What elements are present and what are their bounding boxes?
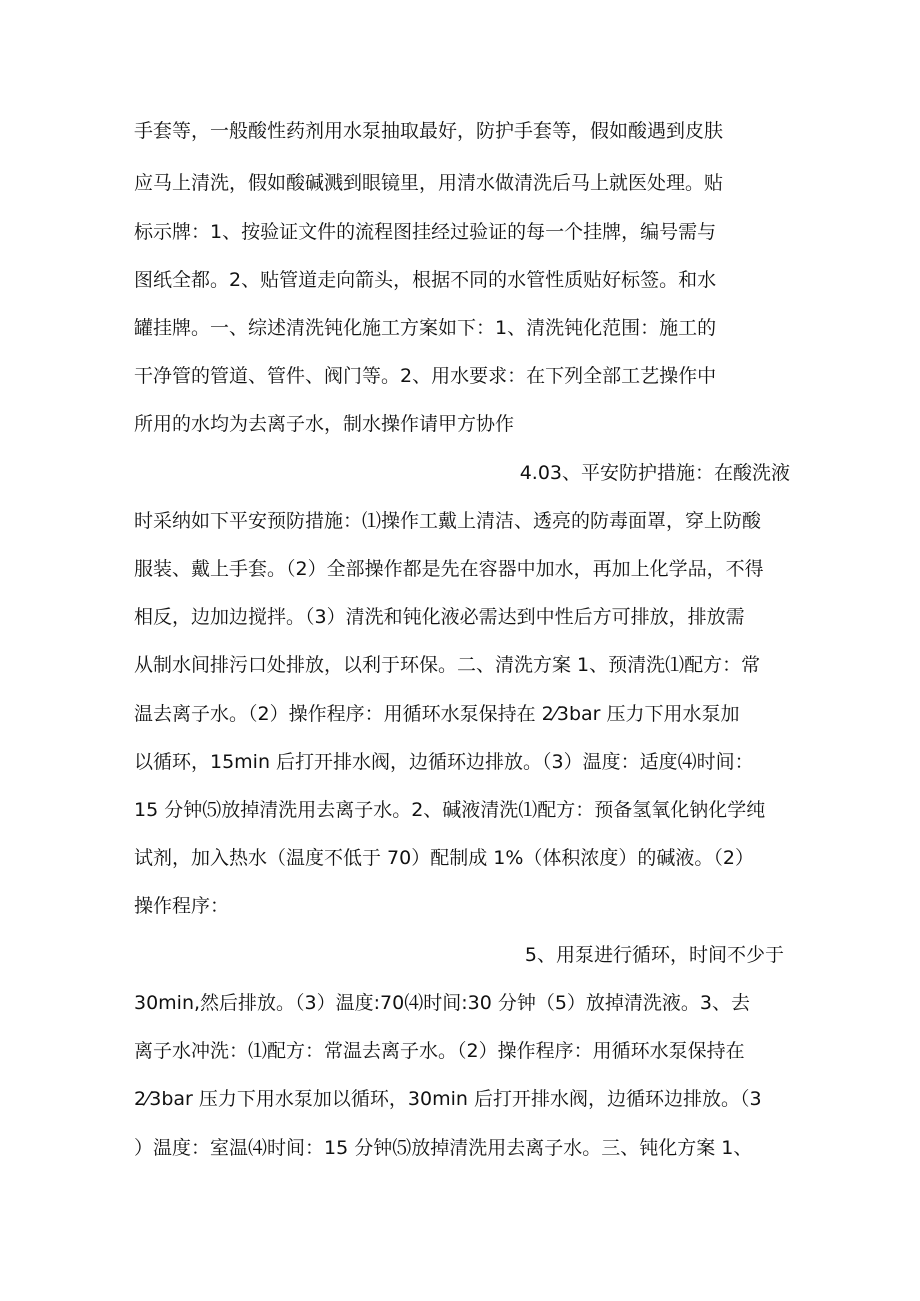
text-line: 4.03、平安防护措施：在酸洗液 bbox=[519, 462, 790, 484]
text-line: ）温度：室温⑷时间：15 分钟⑸放掉清洗用去离子水。三、钝化方案 1、 bbox=[134, 1137, 753, 1159]
text-line: 从制水间排污口处排放，以利于环保。二、清洗方案 1、预清洗⑴配方：常 bbox=[134, 654, 761, 676]
text-line: 试剂，加入热水（温度不低于 70）配制成 1%（体积浓度）的碱液。（2） bbox=[134, 847, 754, 869]
text-line: 所用的水均为去离子水，制水操作请甲方协作 bbox=[134, 413, 515, 435]
text-line: 图纸全都。2、贴管道走向箭头，根据不同的水管性质贴好标签。和水 bbox=[134, 269, 717, 291]
text-line: 2⁄3bar 压力下用水泵加以循环，30min 后打开排水阀，边循环边排放。（3 bbox=[134, 1088, 762, 1110]
text-line: 操作程序： bbox=[134, 895, 230, 917]
text-line: 离子水冲洗：⑴配方：常温去离子水。（2）操作程序：用循环水泵保持在 bbox=[134, 1040, 745, 1062]
text-line: 干净管的管道、管件、阀门等。2、用水要求：在下列全部工艺操作中 bbox=[134, 365, 717, 387]
text-line: 以循环，15min 后打开排水阀，边循环边排放。（3）温度：适度⑷时间： bbox=[134, 751, 754, 773]
text-line: 手套等，一般酸性药剂用水泵抽取最好，防护手套等，假如酸遇到皮肤 bbox=[134, 120, 724, 142]
text-line: 30min,然后排放。（3）温度:70⑷时间:30 分钟（5）放掉清洗液。3、去 bbox=[134, 992, 751, 1014]
text-line: 5、用泵进行循环，时间不少于 bbox=[524, 944, 784, 966]
text-line: 温去离子水。（2）操作程序：用循环水泵保持在 2⁄3bar 压力下用水泵加 bbox=[134, 703, 740, 725]
text-line: 服装、戴上手套。（2）全部操作都是先在容器中加水，再加上化学品，不得 bbox=[134, 558, 764, 580]
text-line: 相反，边加边搅拌。（3）清洗和钝化液必需达到中性后方可排放，排放需 bbox=[134, 606, 745, 628]
text-line: 应马上清洗，假如酸碱溅到眼镜里，用清水做清洗后马上就医处理。贴 bbox=[134, 172, 724, 194]
text-line: 标示牌：1、按验证文件的流程图挂经过验证的每一个挂牌，编号需与 bbox=[134, 221, 717, 243]
text-line: 时采纳如下平安预防措施：⑴操作工戴上清洁、透亮的防毒面罩，穿上防酸 bbox=[134, 510, 762, 532]
text-line: 15 分钟⑸放掉清洗用去离子水。2、碱液清洗⑴配方：预备氢氧化钠化学纯 bbox=[134, 799, 766, 821]
text-line: 罐挂牌。一、综述清洗钝化施工方案如下：1、清洗钝化范围：施工的 bbox=[134, 317, 717, 339]
